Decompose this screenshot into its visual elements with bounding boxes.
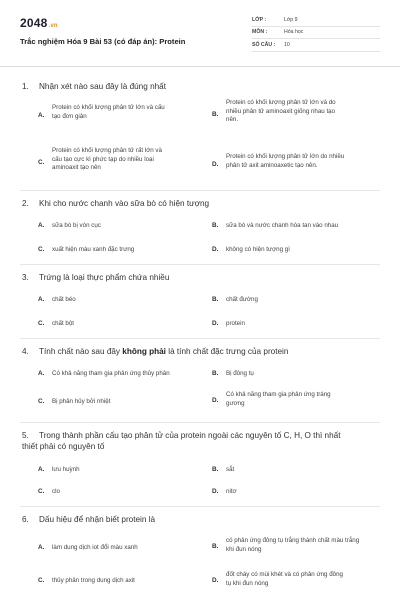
- meta-value: Lớp 9: [284, 16, 298, 23]
- meta-label: SỐ CÂU :: [252, 41, 276, 48]
- quiz-meta: [252, 14, 380, 52]
- meta-row-class: [252, 14, 380, 27]
- question-divider: [20, 338, 380, 339]
- question-divider: [20, 422, 380, 423]
- question-divider: [20, 264, 380, 265]
- meta-value: 10: [284, 41, 290, 48]
- page-header: [0, 0, 400, 66]
- question-5-text: 5. Trong thành phần cấu tạo phân tử của protein ngoài các nguyên tố C, H, O thì nhất thiết phải có nguyên tố: [22, 431, 341, 451]
- meta-label: LỚP :: [252, 16, 267, 23]
- meta-row-count: [252, 39, 380, 52]
- question-divider: [20, 506, 380, 507]
- meta-value: Hóa học: [284, 29, 304, 36]
- question-4-text: 4. Tính chất nào sau đây không phải là tính chất đặc trưng của protein: [22, 347, 289, 356]
- site-logo[interactable]: 2048.vn: [20, 16, 58, 30]
- meta-label: MÔN :: [252, 29, 268, 36]
- question-3-text: 3. Trứng là loại thực phẩm chứa nhiều: [22, 273, 170, 282]
- emphasis-text: không phải: [122, 347, 166, 356]
- question-6-text: 6. Dấu hiệu để nhận biết protein là: [22, 515, 156, 524]
- question-1-text: 1. Nhận xét nào sau đây là đúng nhất: [22, 82, 167, 91]
- header-divider: [0, 66, 400, 67]
- quiz-title: Trắc nghiệm Hóa 9 Bài 53 (có đáp án): Protein: [20, 37, 186, 46]
- question-2-text: 2. Khi cho nước chanh vào sữa bò có hiện tượng: [22, 199, 210, 208]
- meta-row-subject: [252, 27, 380, 40]
- question-divider: [20, 190, 380, 191]
